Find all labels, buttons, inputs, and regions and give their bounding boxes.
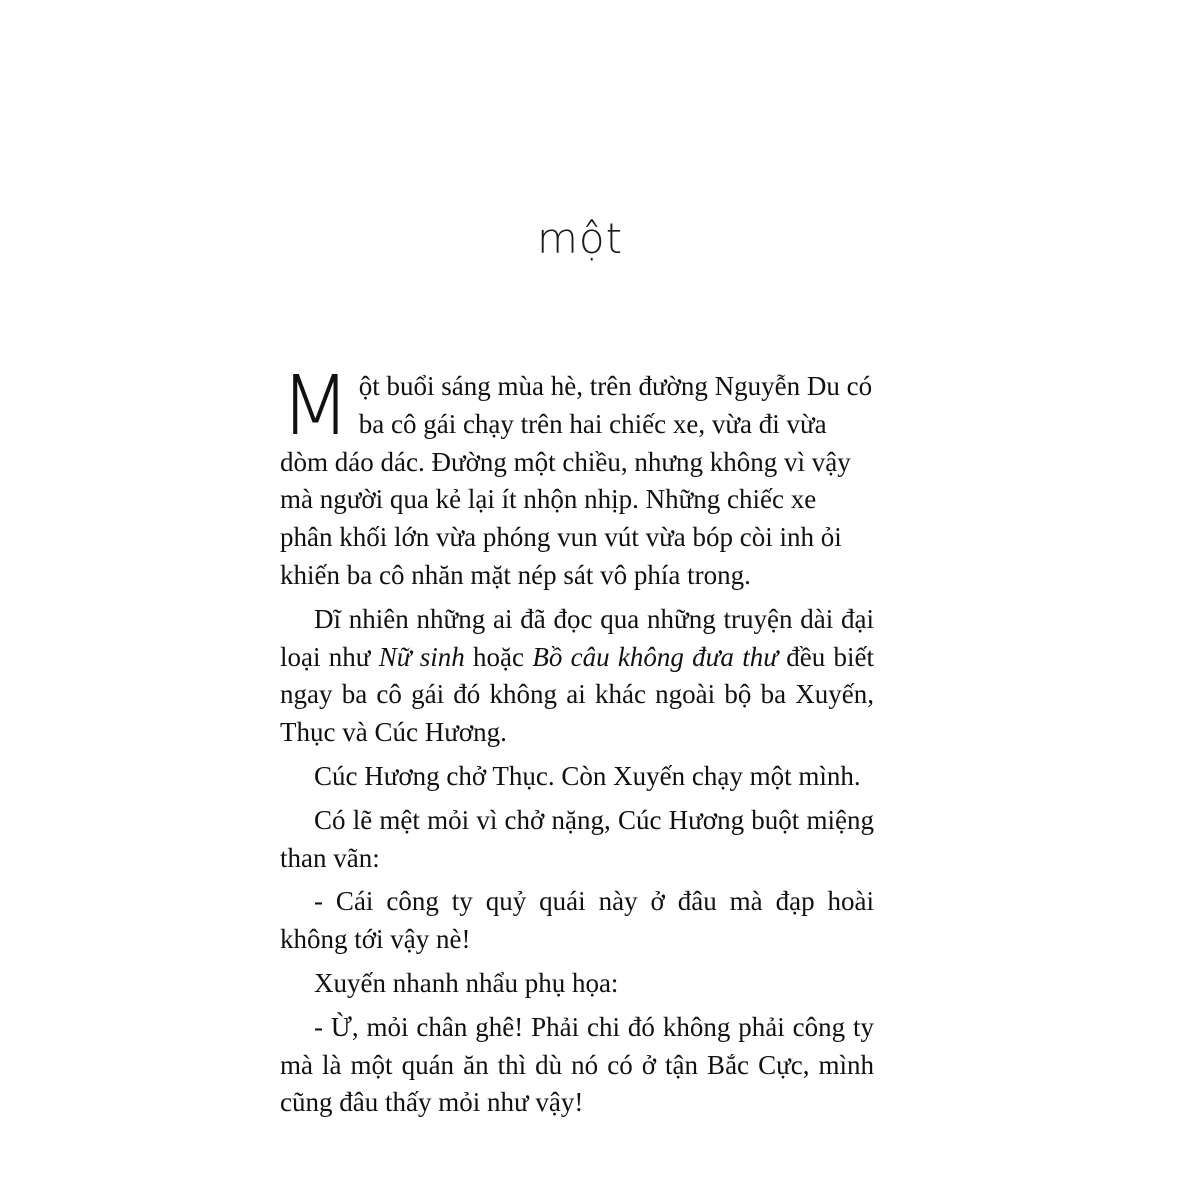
paragraph-2-text-a: Dĩ nhiên những ai đã đọc qua những truyện dài đại loại như [280, 603, 874, 672]
paragraph-6: Xuyến nhanh nhẩu phụ họa: [314, 967, 619, 998]
paragraph-3: Cúc Hương chở Thục. Còn Xuyến chạy một mình. [314, 760, 861, 791]
book-title-nu-sinh: Nữ sinh [378, 641, 465, 672]
paragraph-2-text-c: đều biết ngay ba cô gái đó không ai khác ngoài bộ ba Xuyến, Thục và Cúc Hương. [280, 641, 874, 748]
paragraph-4: Có lẽ mệt mỏi vì chở nặng, Cúc Hương buột miệng than vãn: [280, 804, 874, 873]
drop-cap-letter: M [280, 359, 351, 454]
book-title-bo-cau: Bồ câu không đưa thư [532, 641, 778, 672]
paragraph-2 [280, 601, 874, 752]
paragraph-2-text-b: hoặc [464, 641, 533, 672]
dialogue-line-2: - Ừ, mỏi chân ghê! Phải chi đó không phải công ty mà là một quán ăn thì dù nó có ở tận Bắc Cực, mình cũng đâu thấy mỏi như vậy! [280, 1011, 874, 1118]
chapter-body [280, 359, 874, 1128]
dialogue-line-1: - Cái công ty quỷ quái này ở đâu mà đạp hoài không tới vậy nè! [280, 886, 874, 955]
paragraph-1-text: ột buổi sáng mùa hè, trên đường Nguyễn Du có ba cô gái chạy trên hai chiếc xe, vừa đi vừa dòm dáo dác. Đường một chiều, nhưng không vì vậy mà người qua kẻ lại ít nhộn nhịp. Những chiếc xe phân khối lớn vừa phóng vun vút vừa bóp còi inh ỏi khiến ba cô nhăn mặt nép sát vô phía trong. [280, 371, 873, 590]
chapter-title: một [536, 214, 624, 263]
paragraph-1 [280, 359, 874, 595]
